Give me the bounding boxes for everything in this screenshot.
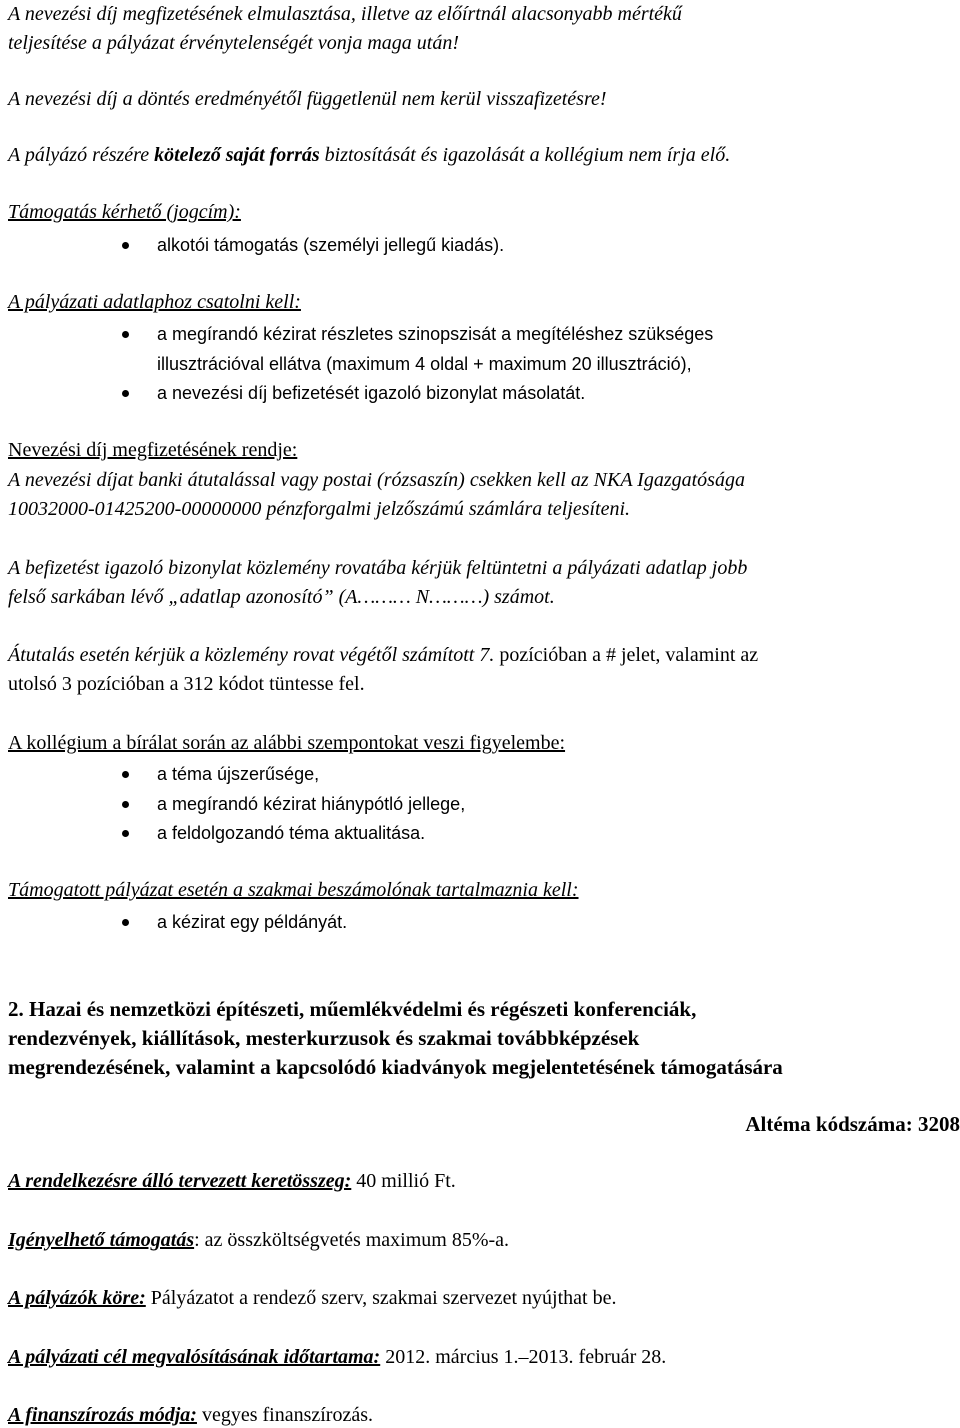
criteria-item-2: a megírandó kézirat hiánypótló jellege, (157, 794, 466, 814)
intro-line-1: A nevezési díj megfizetésének elmulasztása, illetve az előírtnál alacsonyabb mértékű (8, 3, 682, 25)
financing-row (8, 1403, 373, 1427)
criteria-item-3: a feldolgozandó téma aktualitása. (157, 823, 426, 843)
support-row (8, 1228, 509, 1252)
bullet-icon (122, 331, 129, 338)
duration-label: A pályázati cél megvalósításának időtartama: (8, 1346, 381, 1368)
report-item: a kézirat egy példányát. (157, 912, 348, 932)
attach-item-1-line-2: illusztrációval ellátva (maximum 4 oldal + maximum 20 illusztráció), (157, 354, 692, 374)
bullet-icon (122, 919, 129, 926)
support-label: Igényelhető támogatás (8, 1229, 195, 1251)
duration-row (8, 1345, 666, 1369)
attach-item-2: a nevezési díj befizetését igazoló bizonylat másolatát. (157, 383, 586, 403)
criteria-item-1: a téma újszerűsége, (157, 764, 320, 784)
section-2-title-line-2: rendezvények, kiállítások, mesterkurzusok és szakmai továbbképzések (8, 1026, 640, 1050)
fee-p1-line-1: A nevezési díjat banki átutalással vagy postai (rózsaszín) csekken kell az NKA Igazgatósága (8, 469, 745, 491)
section-2-title-line-1: 2. Hazai és nemzetközi építészeti, műemlékvédelmi és régészeti konferenciák, (8, 997, 697, 1021)
bullet-icon (122, 830, 129, 837)
financing-label: A finanszírozás módja: (8, 1404, 197, 1426)
criteria-heading: A kollégium a bírálat során az alábbi szempontokat veszi figyelembe: (8, 732, 566, 754)
intro-line-4-emphasis: kötelező saját forrás (154, 144, 320, 166)
support-heading: Támogatás kérhető (jogcím): (8, 201, 241, 223)
support-value: : az összköltségvetés maximum 85%-a. (194, 1229, 510, 1251)
fee-p3-line-1 (8, 643, 758, 667)
report-heading: Támogatott pályázat esetén a szakmai beszámolónak tartalmaznia kell: (8, 879, 579, 901)
fee-p3-line-1-a: Átutalás esetén kérjük a közlemény rovat végétől számított 7. (8, 644, 500, 666)
intro-line-4-c: biztosítását és igazolását a kollégium nem írja elő. (319, 144, 731, 166)
fee-p1-line-2: 10032000-01425200-00000000 pénzforgalmi jelzőszámú számlára teljesíteni. (8, 498, 631, 520)
applicants-value: Pályázatot a rendező szerv, szakmai szervezet nyújthat be. (145, 1287, 617, 1309)
intro-line-2: teljesítése a pályázat érvénytelenségét vonja maga után! (8, 32, 459, 54)
intro-line-4-a: A pályázó részére (8, 144, 155, 166)
applicants-label: A pályázók köre: (8, 1287, 146, 1309)
fee-p3-line-2: utolsó 3 pozícióban a 312 kódot tüntesse fel. (8, 673, 365, 695)
attach-heading: A pályázati adatlaphoz csatolni kell: (8, 291, 301, 313)
attach-item-1-line-1: a megírandó kézirat részletes szinopszisát a megítéléshez szükséges (157, 324, 714, 344)
intro-line-3: A nevezési díj a döntés eredményétől függetlenül nem kerül visszafizetésre! (8, 88, 607, 110)
duration-value: 2012. március 1.–2013. február 28. (380, 1346, 667, 1368)
applicants-row (8, 1286, 616, 1310)
intro-line-4 (8, 143, 730, 167)
bullet-icon (122, 390, 129, 397)
bullet-icon (122, 801, 129, 808)
fee-p2-line-1: A befizetést igazoló bizonylat közlemény rovatába kérjük feltüntetni a pályázati adatlap jobb (8, 557, 748, 579)
budget-label: A rendelkezésre álló tervezett keretösszeg: (8, 1170, 352, 1192)
budget-value: 40 millió Ft. (351, 1170, 456, 1192)
fee-p3-line-1-b: pozícióban a # jelet, valamint az (499, 644, 759, 666)
financing-value: vegyes finanszírozás. (196, 1404, 373, 1426)
support-item: alkotói támogatás (személyi jellegű kiadás). (157, 235, 505, 255)
fee-heading: Nevezési díj megfizetésének rendje: (8, 439, 298, 461)
subtheme-code: Altéma kódszáma: 3208 (745, 1112, 960, 1136)
section-2-title-line-3: megrendezésének, valamint a kapcsolódó kiadványok megjelentetésének támogatására (8, 1055, 783, 1079)
bullet-icon (122, 771, 129, 778)
budget-row (8, 1169, 456, 1193)
bullet-icon (122, 242, 129, 249)
fee-p2-line-2: felső sarkában lévő „adatlap azonosító” (A……… N………) számot. (8, 586, 555, 608)
